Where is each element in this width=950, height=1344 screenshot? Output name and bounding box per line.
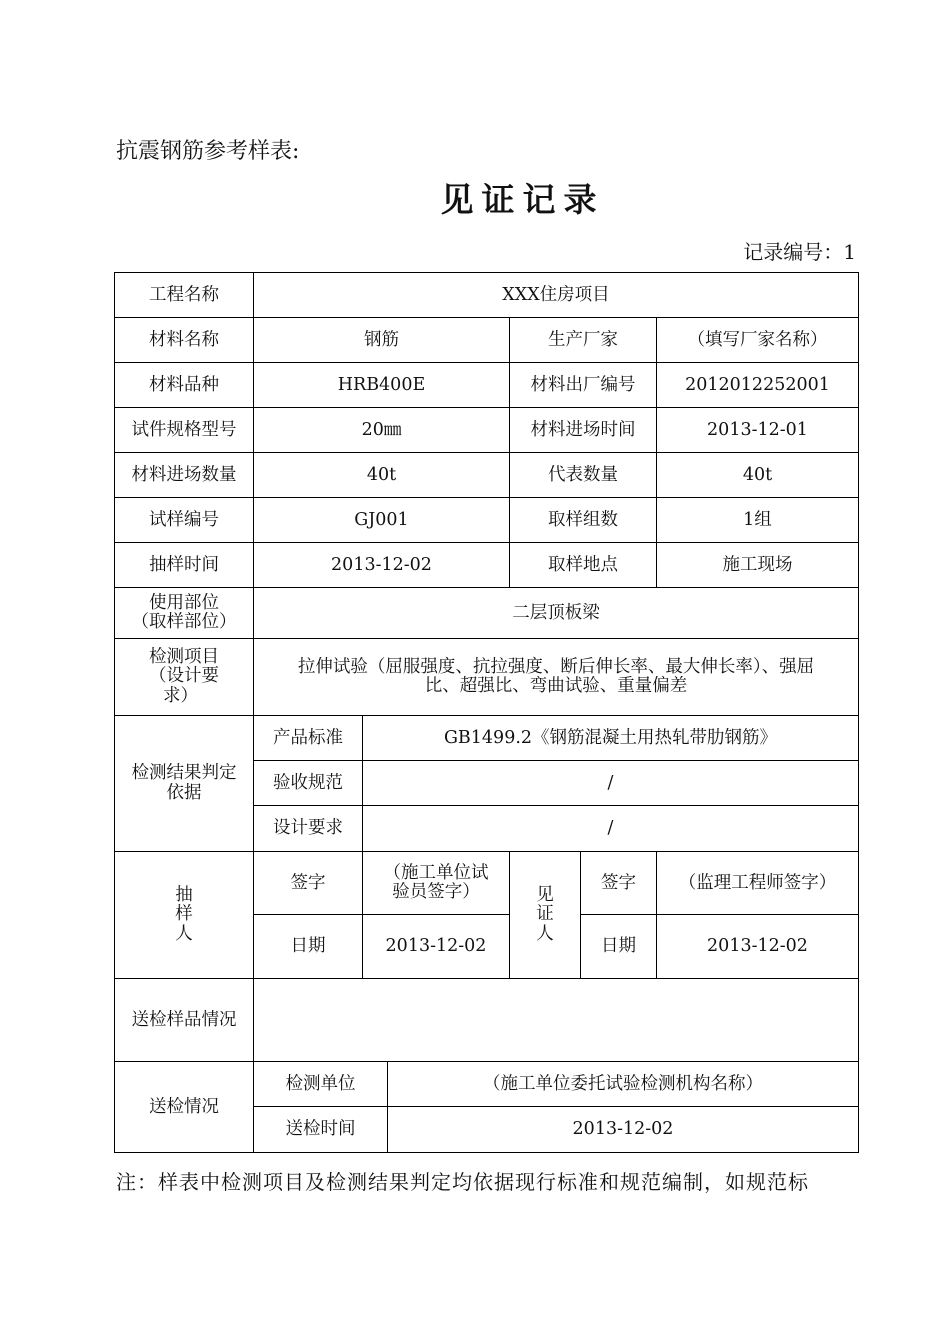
usage-position-label-line2: （取样部位）	[131, 612, 237, 632]
project-name-value: XXX住房项目	[253, 272, 859, 318]
inspection-status-label: 送检样品情况	[114, 978, 254, 1062]
sampler-date-label: 日期	[253, 914, 363, 979]
entry-time-value: 2013-12-01	[656, 407, 859, 453]
sampler-label	[114, 851, 254, 979]
sampling-time-value: 2013-12-02	[253, 542, 510, 588]
submission-time-label: 送检时间	[253, 1106, 388, 1153]
judgment-basis-label-line2: 依据	[166, 782, 202, 803]
usage-position-value: 二层顶板梁	[253, 587, 859, 639]
sampler-label-char2: 样	[175, 904, 193, 925]
test-items-label-line2: （设计要	[149, 666, 219, 687]
factory-number-label: 材料出厂编号	[509, 362, 657, 408]
test-items-value-line1: 拉伸试验（屈服强度、抗拉强度、断后伸长率、最大伸长率）、强屈	[297, 656, 815, 677]
witness-date-label: 日期	[580, 914, 657, 979]
sampling-time-label: 抽样时间	[114, 542, 254, 588]
testing-lab-label: 检测单位	[253, 1061, 388, 1107]
test-items-label-line1: 检测项目	[149, 647, 219, 668]
usage-position-label-line1: 使用部位	[149, 592, 219, 613]
judgment-basis-label-line1: 检测结果判定	[131, 763, 237, 784]
test-items-value	[253, 638, 859, 716]
sampler-signature-value[interactable]	[362, 851, 510, 915]
witness-date-value: 2013-12-02	[656, 914, 859, 979]
witness-record-table	[114, 272, 859, 1153]
material-name-value: 钢筋	[253, 317, 510, 363]
witness-label	[509, 851, 581, 979]
judgment-basis-label	[114, 715, 254, 852]
test-items-value-line2: 比、超强比、弯曲试验、重量偏差	[424, 676, 688, 696]
specimen-spec-label: 试件规格型号	[114, 407, 254, 453]
sample-number-value: GJ001	[253, 497, 510, 543]
test-items-label-line3: 求）	[163, 685, 198, 706]
specimen-spec-value: 20㎜	[253, 407, 510, 453]
entry-time-label: 材料进场时间	[509, 407, 657, 453]
design-requirement-label: 设计要求	[253, 805, 363, 852]
material-variety-value: HRB400E	[253, 362, 510, 408]
sampler-signature-line2: 验员签字）	[392, 882, 480, 902]
testing-lab-value: （施工单位委托试验检测机构名称）	[387, 1061, 859, 1107]
sampler-date-value: 2013-12-02	[362, 914, 510, 979]
record-number: 记录编号：1	[743, 240, 856, 264]
manufacturer-label: 生产厂家	[509, 317, 657, 363]
sample-groups-label: 取样组数	[509, 497, 657, 543]
sample-groups-value: 1组	[656, 497, 859, 543]
manufacturer-value: （填写厂家名称）	[656, 317, 859, 363]
factory-number-value: 2012012252001	[656, 362, 859, 408]
sample-number-label: 试样编号	[114, 497, 254, 543]
sampling-place-label: 取样地点	[509, 542, 657, 588]
witness-signature-value[interactable]: （监理工程师签字）	[656, 851, 859, 915]
submission-time-value: 2013-12-02	[387, 1106, 859, 1153]
sampler-signature-line1: （施工单位试	[383, 862, 489, 883]
entry-quantity-label: 材料进场数量	[114, 452, 254, 498]
entry-quantity-value: 40t	[253, 452, 510, 498]
material-name-label: 材料名称	[114, 317, 254, 363]
representative-quantity-value: 40t	[656, 452, 859, 498]
product-standard-label: 产品标准	[253, 715, 363, 761]
reference-sample-caption: 抗震钢筋参考样表:	[116, 139, 300, 164]
sampler-label-char1: 抽	[175, 885, 193, 906]
test-items-label	[114, 638, 254, 716]
witness-signature-label: 签字	[580, 851, 657, 915]
sampler-label-char3: 人	[175, 923, 193, 944]
witness-label-char1: 见	[536, 885, 554, 906]
witness-label-char2: 证	[536, 904, 554, 925]
footnote: 注：样表中检测项目及检测结果判定均依据现行标准和规范编制，如规范标	[116, 1170, 809, 1194]
design-requirement-value: /	[362, 805, 859, 852]
witness-label-char3: 人	[536, 923, 554, 944]
product-standard-value: GB1499.2《钢筋混凝土用热轧带肋钢筋》	[362, 715, 859, 761]
project-name-label: 工程名称	[114, 272, 254, 318]
usage-position-label	[114, 587, 254, 639]
sampling-place-value: 施工现场	[656, 542, 859, 588]
acceptance-spec-value: /	[362, 760, 859, 806]
acceptance-spec-label: 验收规范	[253, 760, 363, 806]
material-variety-label: 材料品种	[114, 362, 254, 408]
representative-quantity-label: 代表数量	[509, 452, 657, 498]
page-title: 见证记录	[440, 180, 605, 219]
inspection-status-value[interactable]	[253, 978, 859, 1062]
sampler-signature-label: 签字	[253, 851, 363, 915]
submission-label: 送检情况	[114, 1061, 254, 1153]
